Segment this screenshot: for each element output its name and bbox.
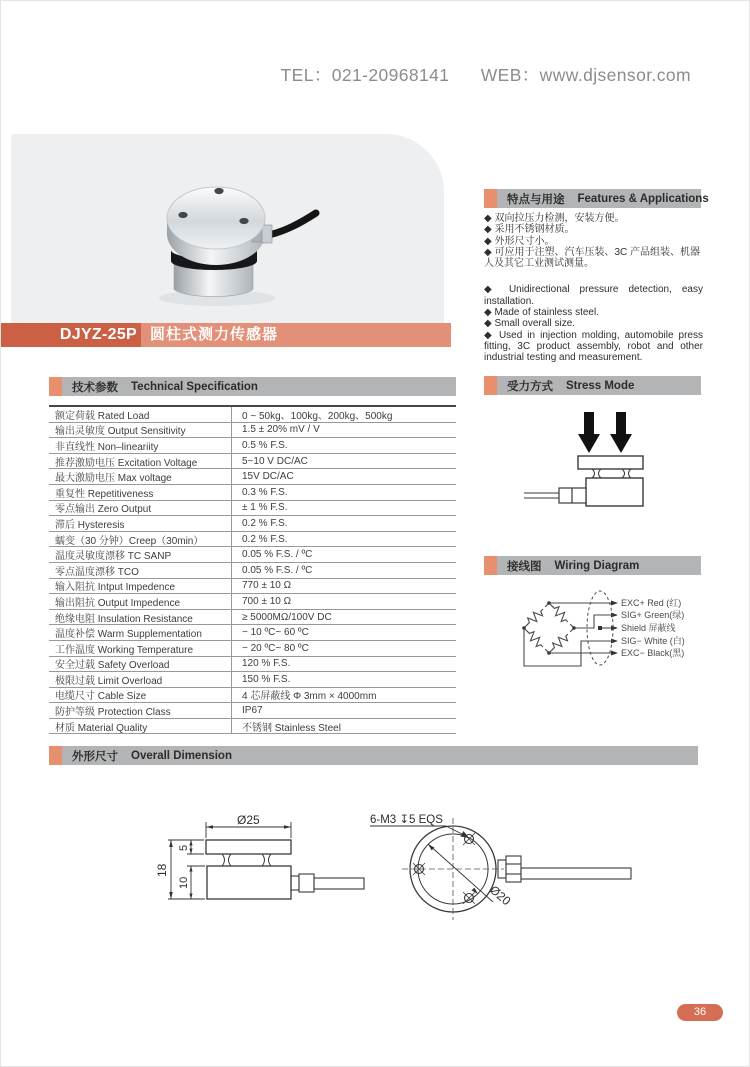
tel-number: 021-20968141	[331, 65, 450, 85]
table-row: 电缆尺寸 Cable Size 4 芯屏蔽线 Φ 3mm × 4000mm	[49, 688, 456, 704]
table-row: 零点输出 Zero Output ± 1 % F.S.	[49, 501, 456, 517]
wire-label: EXC+ Red (红)	[621, 598, 682, 608]
bridge-nodes	[522, 601, 576, 655]
spec-table	[49, 405, 456, 734]
section-title-en: Stress Mode	[566, 379, 635, 392]
section-title-zh: 接线图	[507, 560, 542, 573]
section-header-stress	[484, 376, 701, 395]
feature-item: ◆ Used in injection molding, automobile press fitting, 3C product assembly, robot and other industrial testing and measurement.	[484, 329, 703, 364]
wire-arrowheads	[611, 601, 618, 656]
table-row: 最大激励电压 Max voltage 15V DC/AC	[49, 469, 456, 485]
features-list	[484, 213, 703, 364]
section-title-en: Features & Applications	[577, 192, 709, 205]
feature-item: ◆ 双向拉压力检测，安装方便。	[484, 213, 625, 224]
section-title-zh: 技术参数	[72, 381, 118, 394]
bolt-holes	[413, 833, 475, 904]
feature-item: ◆ 外形尺寸小。	[484, 235, 555, 247]
page-number-badge: 36	[677, 1004, 723, 1021]
feature-item: ◆ 采用不锈钢材质。	[484, 224, 575, 236]
wiring-diagram	[496, 579, 626, 684]
feature-item: ◆ Unidirectional pressure detection, easy installation.	[484, 284, 703, 307]
table-row: 重复性 Repetitiveness 0.3 % F.S.	[49, 485, 456, 501]
contact-header	[281, 62, 691, 87]
section-title-zh: 特点与用途	[507, 193, 565, 206]
cable-lines	[524, 493, 559, 498]
web-label: WEB：	[480, 65, 540, 85]
section-title-en: Technical Specification	[131, 380, 258, 393]
section-title-en: Overall Dimension	[131, 749, 232, 762]
top-plate	[578, 456, 643, 469]
table-row: 极限过载 Limit Overload 150 % F.S.	[49, 672, 456, 688]
side-view	[155, 813, 364, 899]
table-row: 蠕变（30 分钟）Creep（30min） 0.2 % F.S.	[49, 532, 456, 548]
section-header-features	[484, 189, 709, 208]
table-row: 滞后 Hysteresis 0.2 % F.S.	[49, 516, 456, 532]
orange-square-icon	[484, 556, 497, 575]
section-title-zh: 外形尺寸	[72, 750, 118, 763]
orange-square-icon	[484, 376, 497, 395]
table-row: 非直线性 Non–lineariity 0.5 % F.S.	[49, 438, 456, 454]
screw-hole	[178, 212, 187, 218]
flexure-notches	[592, 469, 631, 478]
table-row: 防护等级 Protection Class IP67	[49, 703, 456, 719]
dim-label-18: 18	[155, 863, 169, 877]
load-arrow-icon	[578, 412, 600, 453]
sensor-body	[586, 478, 643, 506]
feature-item: ◆ Made of stainless steel.	[484, 307, 599, 319]
top-view	[370, 814, 631, 920]
product-photo	[11, 134, 444, 323]
cable-nut-2	[262, 225, 272, 243]
cable-connector	[498, 856, 631, 882]
cable-connector	[559, 488, 586, 503]
orange-square-icon	[484, 189, 497, 208]
flexure-notches	[222, 854, 271, 866]
wire-label: Shield 屏蔽线	[621, 623, 676, 633]
product-model: DJYZ-25P	[1, 323, 141, 347]
wire-label: SIG+ Green(绿)	[621, 610, 685, 620]
shield-node	[598, 626, 602, 630]
orange-square-icon	[49, 377, 62, 396]
product-name: 圆柱式测力传感器	[141, 323, 451, 347]
table-row: 零点温度漂移 TCO 0.05 % F.S. / ºC	[49, 563, 456, 579]
table-row: 工作温度 Working Temperature − 20 ºC~ 80 ºC	[49, 641, 456, 657]
section-title-en: Wiring Diagram	[554, 559, 640, 572]
dim-label-5: 5	[178, 844, 190, 851]
table-row: 温度灵敏度漂移 TC SANP 0.05 % F.S. / ºC	[49, 547, 456, 563]
product-title-bar	[1, 323, 451, 347]
thread-label: 6-M3 ↧5 EQS	[370, 814, 443, 826]
web-url: www.djsensor.com	[539, 65, 691, 85]
dimension-drawing	[151, 796, 641, 936]
feature-item: ◆ Small overall size.	[484, 318, 576, 330]
screw-hole	[214, 188, 223, 194]
stress-mode-diagram	[496, 406, 716, 536]
table-row: 绝缘电阻 Insulation Resistance ≥ 5000MΩ/100V DC	[49, 610, 456, 626]
wire-label: SIG− White (白)	[621, 636, 685, 646]
product-photo-card	[11, 134, 444, 323]
feature-item: ◆ 可应用于注塑、汽车压装、3C 产品组装、机器人及其它工业测试测量。	[484, 246, 701, 270]
table-row: 额定荷载 Rated Load 0 ~ 50kg、100kg、200kg、500kg	[49, 407, 456, 423]
table-row: 安全过载 Safety Overload 120 % F.S.	[49, 657, 456, 673]
load-arrow-icon	[610, 412, 632, 453]
wheatstone-bridge	[524, 603, 574, 653]
dim-label-diameter: Ø25	[237, 813, 260, 827]
dim-label-10: 10	[178, 876, 190, 889]
wire-label: EXC− Black(黑)	[621, 648, 685, 658]
section-header-spec	[49, 377, 456, 396]
section-header-dimension	[49, 746, 698, 765]
orange-square-icon	[49, 746, 62, 765]
table-row: 材质 Material Quality 不锈钢 Stainless Steel	[49, 719, 456, 735]
centerlines	[402, 818, 504, 920]
section-title-zh: 受力方式	[507, 380, 553, 393]
tel-label: TEL：	[280, 65, 332, 85]
table-row: 推荐激励电压 Excitation Voltage 5~10 V DC/AC	[49, 454, 456, 470]
cable-connector	[291, 874, 364, 892]
section-header-wiring	[484, 556, 701, 575]
table-row: 温度补偿 Warm Supplementation − 10 ºC~ 60 ºC	[49, 625, 456, 641]
cable	[269, 213, 316, 235]
table-row: 输出阻抗 Output Impedence 700 ± 10 Ω	[49, 594, 456, 610]
table-row: 输出灵敏度 Output Sensitivity 1.5 ± 20% mV / V	[49, 423, 456, 439]
bolt-circle-label: Ø20	[487, 882, 514, 909]
screw-hole	[239, 218, 248, 224]
table-row: 输入阻抗 Intput Impedence 770 ± 10 Ω	[49, 579, 456, 595]
top-face	[167, 187, 265, 249]
